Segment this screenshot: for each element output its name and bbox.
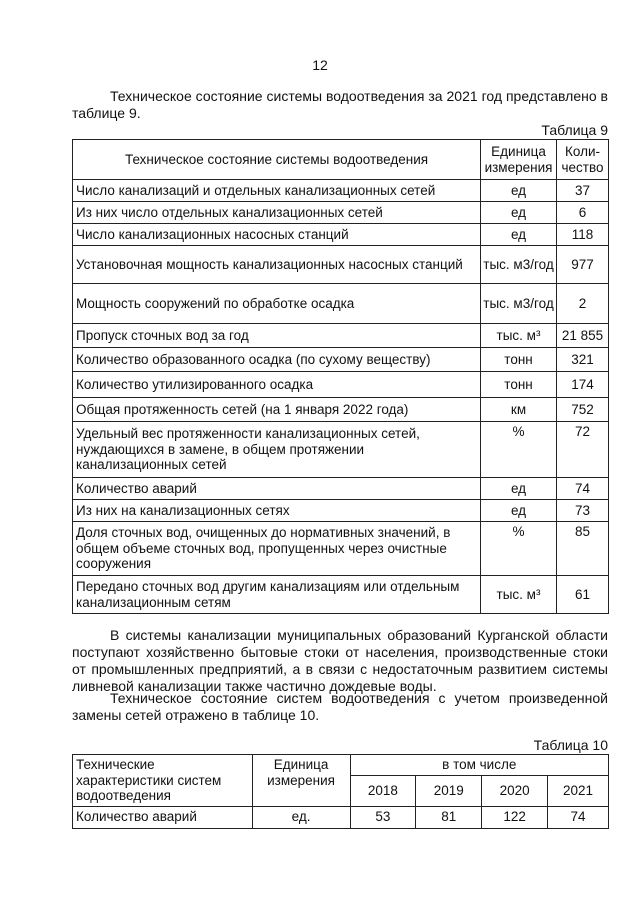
t10-header-name: Технические характеристики систем водоотведения (73, 755, 253, 807)
table-row (73, 202, 609, 224)
row-name: Установочная мощность канализационных насосных станций (73, 246, 481, 284)
table-row (73, 284, 609, 324)
table-row (73, 372, 609, 398)
row-value: 321 (557, 348, 609, 372)
row-value: 72 (557, 422, 609, 478)
t10-header-unit: Единица измерения (252, 755, 350, 807)
row-value: 74 (548, 806, 609, 828)
row-value: 6 (557, 202, 609, 224)
table-row (73, 478, 609, 500)
row-value: 74 (557, 478, 609, 500)
row-name: Число канализаций и отдельных канализационных сетей (73, 180, 481, 202)
row-unit: км (481, 398, 557, 422)
row-unit: тонн (481, 372, 557, 398)
row-value: 85 (557, 522, 609, 576)
row-value: 73 (557, 500, 609, 522)
row-value: 53 (350, 806, 416, 828)
row-name: Передано сточных вод другим канализациям или отдельным канализационным сетям (73, 576, 481, 614)
row-unit: тонн (481, 348, 557, 372)
row-value: 37 (557, 180, 609, 202)
row-name: Количество образованного осадка (по сухому веществу) (73, 348, 481, 372)
row-unit: тыс. м3/год (481, 284, 557, 324)
row-value: 977 (557, 246, 609, 284)
t10-header-year: 2019 (416, 775, 482, 806)
row-value: 752 (557, 398, 609, 422)
t9-header-unit: Единица измерения (481, 140, 557, 180)
row-unit: тыс. м3/год (481, 246, 557, 284)
body-paragraph-1: В системы канализации муниципальных образований Курганской области поступают хозяйственно бытовые стоки от населения, производственные стоки от промышленных предприятий, а в связи с недостаточным развитием системы ливневой канализации также частично дождевые воды. (72, 627, 608, 694)
row-name: Из них число отдельных канализационных сетей (73, 202, 481, 224)
row-value: 2 (557, 284, 609, 324)
row-unit: ед (481, 478, 557, 500)
table9-caption: Таблица 9 (541, 122, 608, 138)
row-value: 122 (482, 806, 548, 828)
t9-header-count: Коли-чество (557, 140, 609, 180)
row-unit: ед (481, 224, 557, 246)
row-unit: ед (481, 180, 557, 202)
row-name: Число канализационных насосных станций (73, 224, 481, 246)
table-row (73, 224, 609, 246)
row-name: Удельный вес протяженности канализационных сетей, нуждающихся в замене, в общем протяжении канализационных сетей (73, 422, 481, 478)
row-unit: тыс. м³ (481, 324, 557, 348)
row-name: Мощность сооружений по обработке осадка (73, 284, 481, 324)
table-row (73, 522, 609, 576)
t10-header-year: 2021 (548, 775, 609, 806)
table-row (73, 180, 609, 202)
table-row (73, 398, 609, 422)
table-row (73, 576, 609, 614)
t10-header-group: в том числе (350, 755, 609, 776)
page-number: 12 (312, 57, 328, 73)
table10-caption: Таблица 10 (533, 737, 608, 753)
row-value: 174 (557, 372, 609, 398)
row-name: Количество аварий (73, 478, 481, 500)
row-name: Количество утилизированного осадка (73, 372, 481, 398)
table-10 (72, 754, 609, 829)
row-unit: ед (481, 500, 557, 522)
row-name: Общая протяженность сетей (на 1 января 2022 года) (73, 398, 481, 422)
table-row (73, 806, 609, 828)
table-row (73, 348, 609, 372)
table-row (73, 324, 609, 348)
row-value: 81 (416, 806, 482, 828)
table-row (73, 500, 609, 522)
row-unit: ед (481, 202, 557, 224)
row-name: Из них на канализационных сетях (73, 500, 481, 522)
t10-header-year: 2020 (482, 775, 548, 806)
table-row (73, 246, 609, 284)
row-value: 21 855 (557, 324, 609, 348)
row-unit: % (481, 522, 557, 576)
intro-paragraph: Техническое состояние системы водоотведения за 2021 год представлено в таблице 9. (72, 88, 608, 121)
row-name: Доля сточных вод, очищенных до нормативных значений, в общем объеме сточных вод, пропущенных через очистные сооружения (73, 522, 481, 576)
row-name: Пропуск сточных вод за год (73, 324, 481, 348)
row-value: 61 (557, 576, 609, 614)
body-paragraph-2: Техническое состояние систем водоотведения с учетом произведенной замены сетей отражено в таблице 10. (72, 690, 608, 723)
table-9 (72, 139, 609, 614)
table-row (73, 422, 609, 478)
t9-header-state: Техническое состояние системы водоотведения (73, 140, 481, 180)
row-value: 118 (557, 224, 609, 246)
row-unit: ед. (252, 806, 350, 828)
row-name: Количество аварий (73, 806, 253, 828)
row-unit: тыс. м³ (481, 576, 557, 614)
row-unit: % (481, 422, 557, 478)
t10-header-year: 2018 (350, 775, 416, 806)
